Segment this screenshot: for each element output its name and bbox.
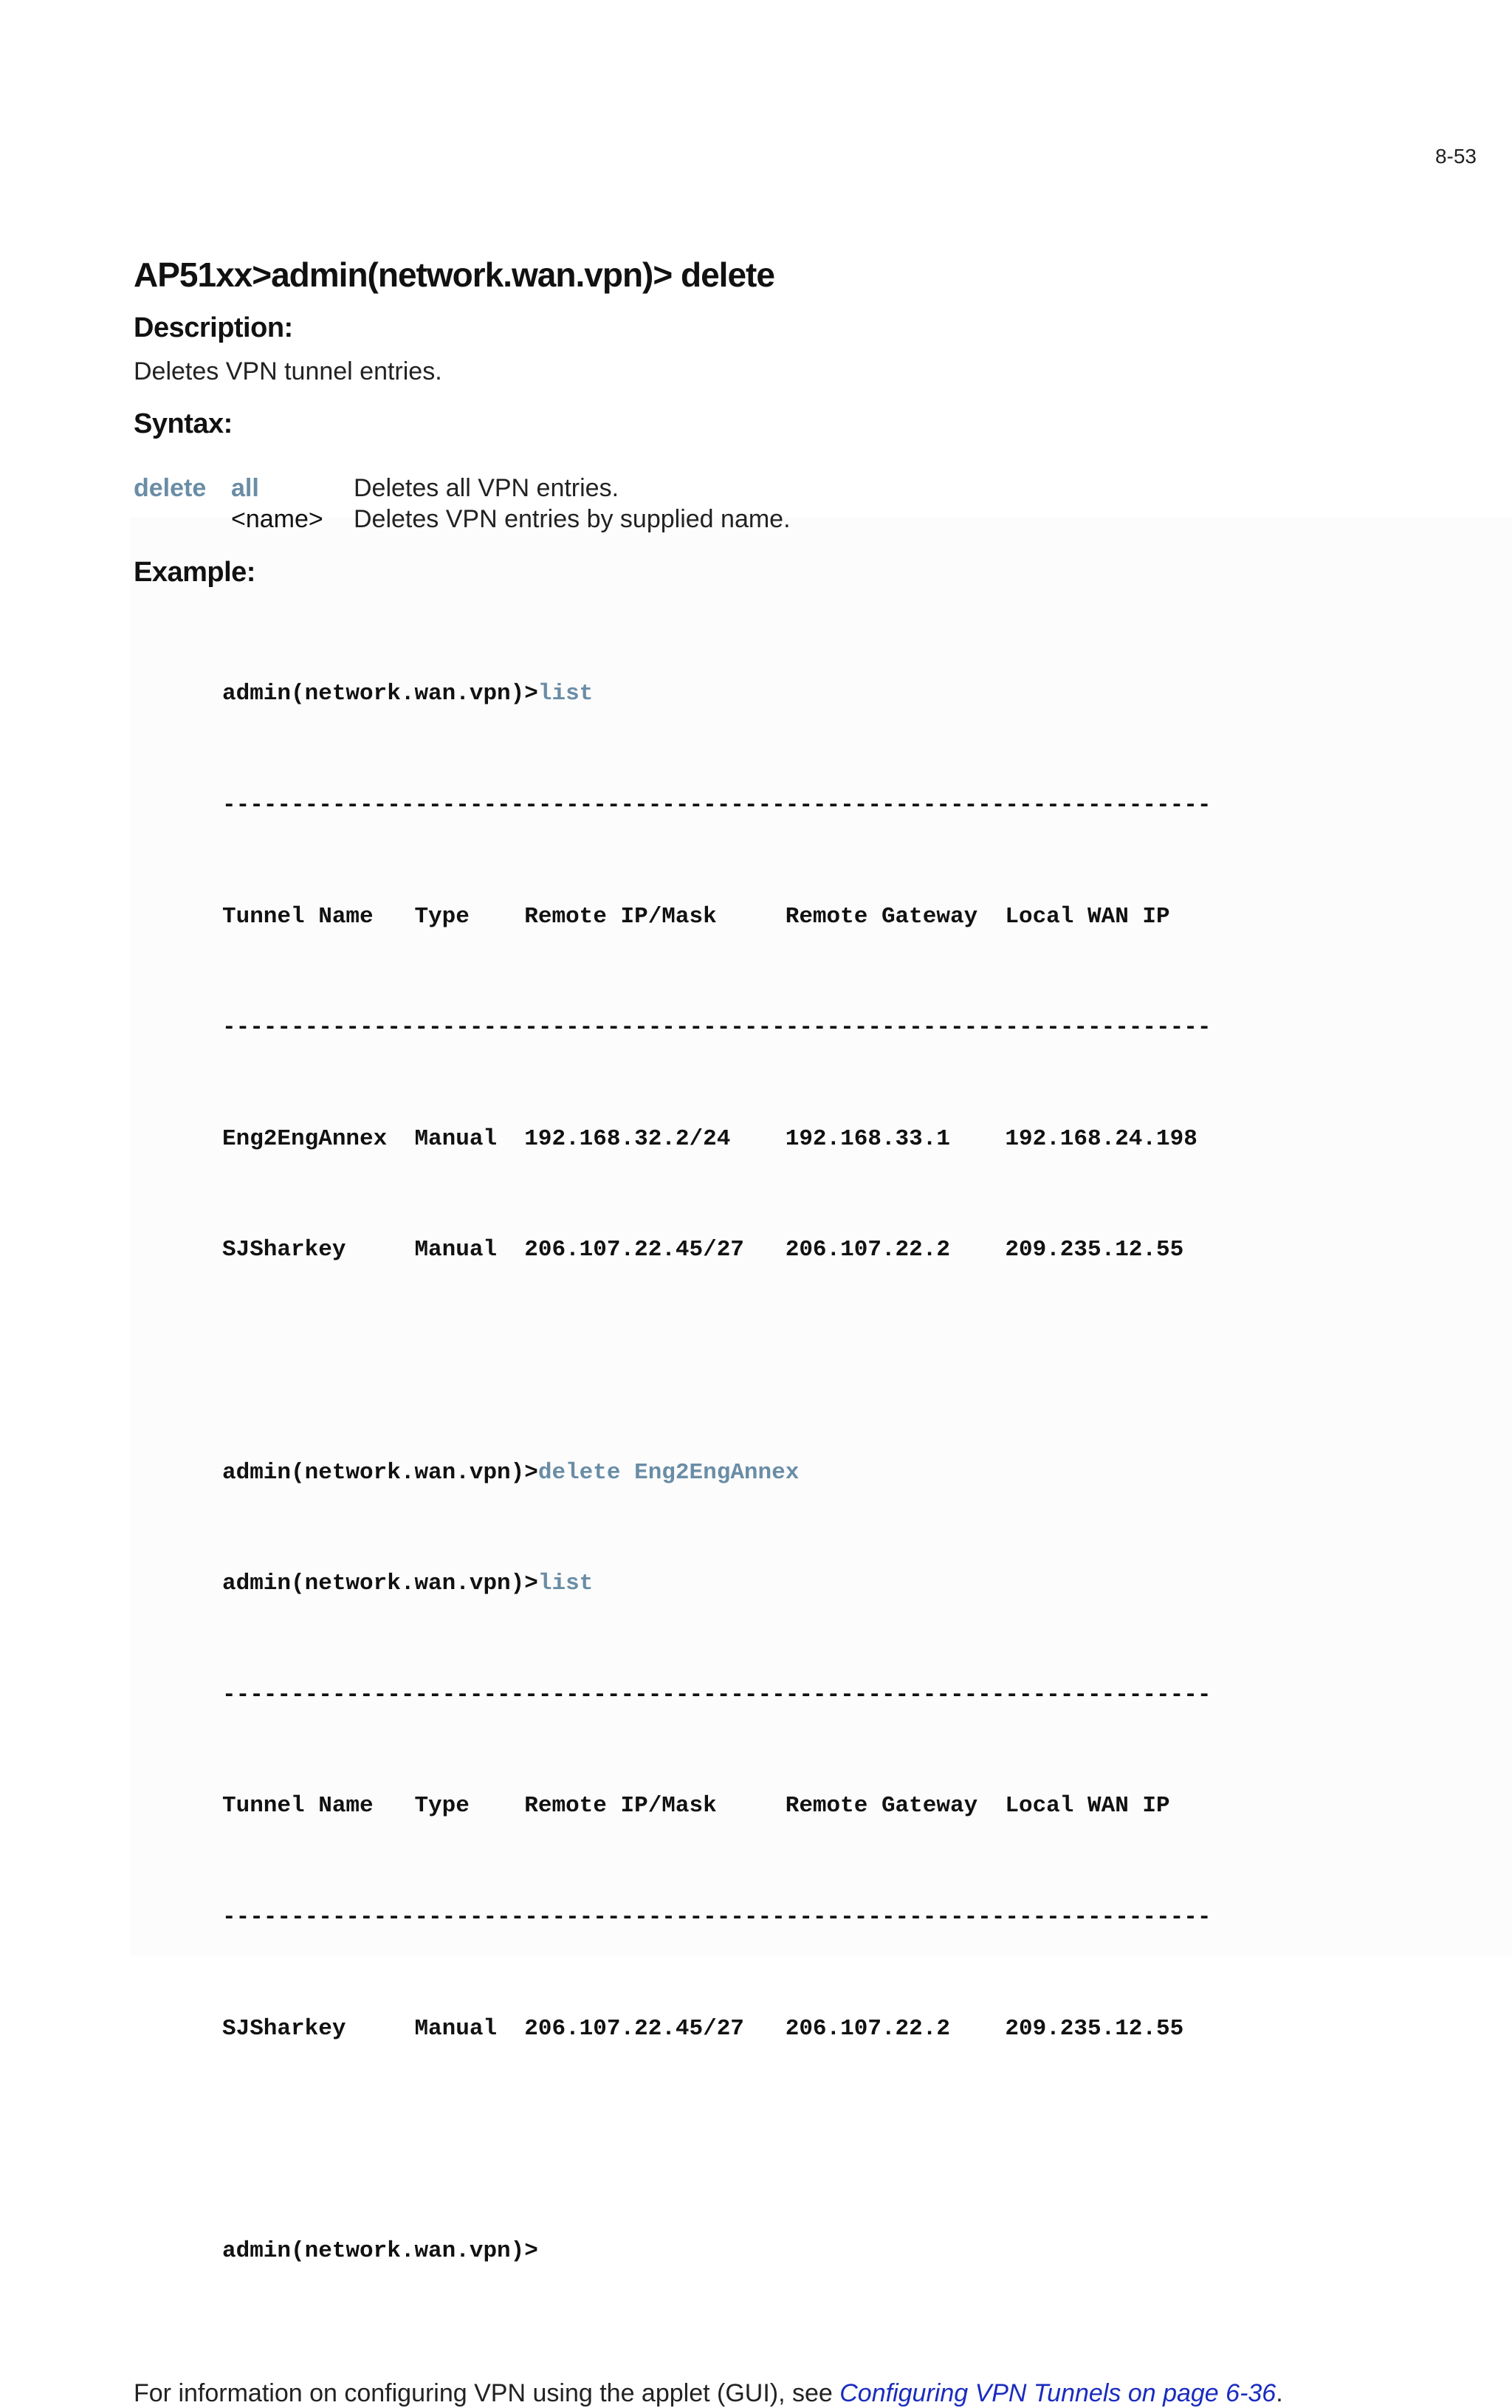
code-table-header: Tunnel Name Type Remote IP/Mask Remote Gateway Local WAN IP [222,1793,1170,1819]
syntax-desc: Deletes VPN entries by supplied name. [354,504,791,533]
cross-reference-link[interactable]: Configuring VPN Tunnels on page 6-36 [839,2379,1276,2408]
syntax-table [134,473,1463,535]
syntax-desc: Deletes all VPN entries. [354,473,619,502]
code-blank [222,1343,1463,1380]
code-separator: ------------------------------------------------------------------------ [222,1904,1212,1930]
description-text: Deletes VPN tunnel entries. [134,357,442,385]
code-blank [222,2121,1463,2158]
code-separator: ------------------------------------------------------------------------ [222,1681,1212,1708]
document-body [134,255,1463,2408]
syntax-arg: <name> [231,504,323,533]
code-line: admin(network.wan.vpn)>delete Eng2EngAnnex [222,1459,800,1486]
code-separator: ------------------------------------------------------------------------ [222,792,1212,818]
syntax-row [134,473,1463,504]
description-heading: Description: [134,312,293,343]
code-line: admin(network.wan.vpn)>list [222,681,594,707]
syntax-arg: all [231,473,259,502]
code-table-row: SJSharkey Manual 206.107.22.45/27 206.107.22.2 209.235.12.55 [222,1237,1184,1263]
code-separator: ------------------------------------------------------------------------ [222,1015,1212,1041]
code-table-row: SJSharkey Manual 206.107.22.45/27 206.107.22.2 209.235.12.55 [222,2015,1184,2042]
code-line: admin(network.wan.vpn)>list [222,1571,594,1597]
page-number: 8-53 [1434,145,1477,168]
code-table-row: Eng2EngAnnex Manual 192.168.32.2/24 192.168.33.1 192.168.24.198 [222,1125,1197,1152]
syntax-command: delete [134,473,207,502]
code-table-header: Tunnel Name Type Remote IP/Mask Remote Gateway Local WAN IP [222,903,1170,930]
syntax-row [134,504,1463,535]
code-line: admin(network.wan.vpn)> [222,2237,538,2264]
example-heading: Example: [134,557,255,588]
example-code-block [222,602,1463,2344]
page-title: AP51xx>admin(network.wan.vpn)> delete [134,255,774,294]
footer-note: For information on configuring VPN using the applet (GUI), see Configuring VPN Tunnels on page 6-36. [134,2379,1283,2408]
syntax-heading: Syntax: [134,408,233,439]
